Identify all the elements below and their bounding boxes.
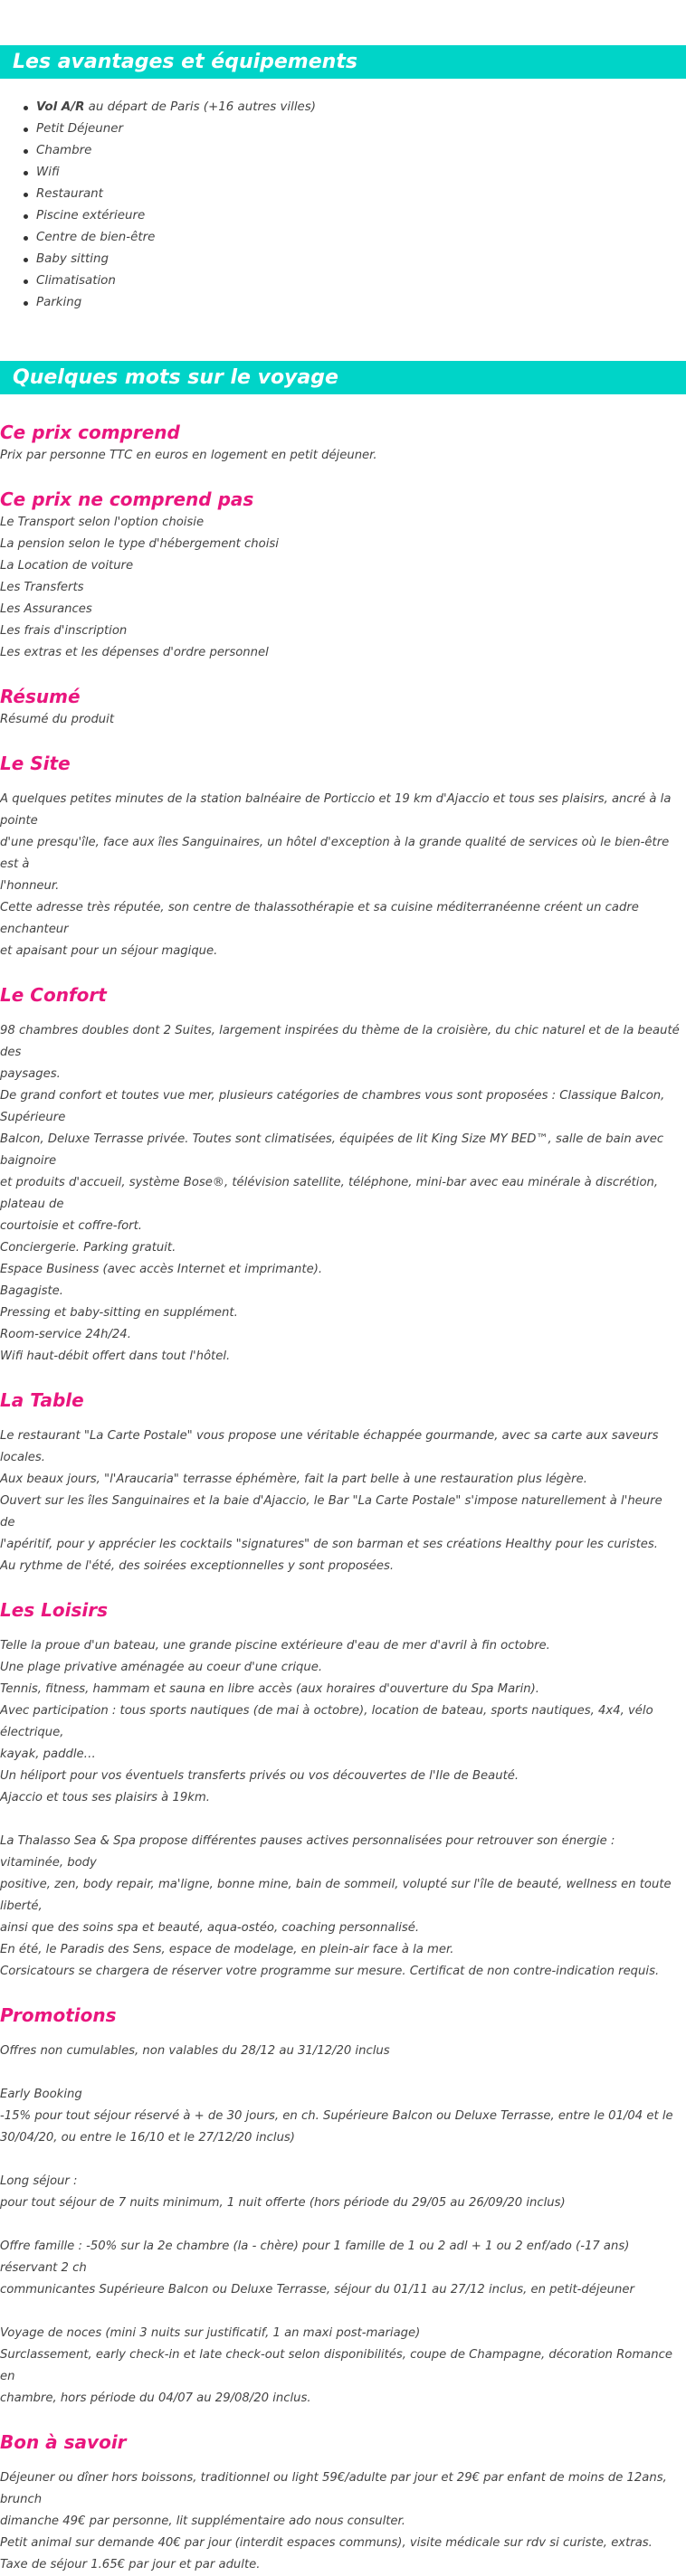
trip-sections	[0, 420, 686, 2576]
feature-flight-bold: Vol A/R	[36, 100, 85, 114]
price-includes-title: Ce prix comprend	[0, 421, 180, 443]
text-line: courtoisie et coffre-fort.	[0, 1219, 142, 1233]
text-line: chambre, hors période du 04/07 au 29/08/20 inclus.	[0, 2391, 311, 2405]
section-good-to-know	[0, 2429, 681, 2576]
section-leisure	[0, 1597, 681, 1983]
text-line	[0, 2214, 681, 2236]
text-line: Les frais d'inscription	[0, 624, 128, 638]
text-line: pour tout séjour de 7 nuits minimum, 1 nuit offerte (hors période du 29/05 au 26/09/20 inclus)	[0, 2196, 566, 2210]
text-line: Déjeuner ou dîner hors boissons, traditionnel ou light 59€/adulte par jour et 29€ par enfant de moins de 12ans, brunch	[0, 2471, 667, 2506]
text-line: Tennis, fitness, hammam et sauna en libre accès (aux horaires d'ouverture du Spa Marin).	[0, 1682, 539, 1696]
site-text	[0, 789, 681, 962]
text-line: Résumé du produit	[0, 713, 115, 726]
text-line: l'honneur.	[0, 879, 60, 893]
text-line: Les Transferts	[0, 581, 84, 594]
text-line: ainsi que des soins spa et beauté, aqua-ostéo, coaching personnalisé.	[0, 1921, 420, 1935]
section-promotions	[0, 2003, 681, 2410]
text-line: Balcon, Deluxe Terrasse privée. Toutes sont climatisées, équipées de lit King Size MY BED™, salle de bain avec baignoire	[0, 1132, 664, 1168]
text-line: La pension selon le type d'hébergement choisi	[0, 537, 279, 551]
promotions-title: Promotions	[0, 2004, 117, 2026]
feature-item-flight	[36, 97, 686, 118]
text-line: Une plage privative aménagée au coeur d'une crique.	[0, 1661, 323, 1674]
section-summary	[0, 684, 681, 731]
text-line: Aux beaux jours, "l'Araucaria" terrasse éphémère, fait la part belle à une restauration plus légère.	[0, 1473, 587, 1486]
feature-item: Petit Déjeuner	[36, 118, 686, 140]
feature-item: Piscine extérieure	[36, 205, 686, 227]
text-line: De grand confort et toutes vue mer, plusieurs catégories de chambres vous sont proposées : Classique Balcon, Supérieure	[0, 1089, 665, 1124]
text-line: En été, le Paradis des Sens, espace de modelage, en plein-air face à la mer.	[0, 1943, 454, 1956]
text-line: Conciergerie. Parking gratuit.	[0, 1241, 176, 1255]
price-excludes-text	[0, 512, 681, 664]
leisure-title: Les Loisirs	[0, 1599, 109, 1621]
price-excludes-title: Ce prix ne comprend pas	[0, 488, 254, 510]
text-line: Au rythme de l'été, des soirées exceptionnelles y sont proposées.	[0, 1559, 395, 1573]
table-text	[0, 1425, 681, 1577]
text-line: Avec participation : tous sports nautiques (de mai à octobre), location de bateau, sports nautiques, 4x4, vélo électrique,	[0, 1704, 653, 1739]
text-line: Telle la proue d'un bateau, une grande piscine extérieure d'eau de mer d'avril à fin octobre.	[0, 1639, 550, 1653]
text-line: Offres non cumulables, non valables du 28/12 au 31/12/20 inclus	[0, 2044, 390, 2058]
text-line: Un héliport pour vos éventuels transferts privés ou vos découvertes de l'Ile de Beauté.	[0, 1769, 519, 1783]
text-line: communicantes Supérieure Balcon ou Deluxe Terrasse, séjour du 01/11 au 27/12 inclus, en petit-déjeuner	[0, 2283, 634, 2297]
text-line: Pressing et baby-sitting en supplément.	[0, 1306, 238, 1320]
text-line	[0, 2149, 681, 2171]
feature-item: Climatisation	[36, 270, 686, 292]
leisure-text	[0, 1635, 681, 1983]
text-line: et apaisant pour un séjour magique.	[0, 944, 218, 958]
text-line: Room-service 24h/24.	[0, 1328, 131, 1341]
text-line: Offre famille : -50% sur la 2e chambre (la - chère) pour 1 famille de 1 ou 2 adl + 1 ou 2 enf/ado (-17 ans) réservant 2 ch	[0, 2240, 630, 2275]
text-line: Prix par personne TTC en euros en logement en petit déjeuner.	[0, 449, 377, 462]
feature-item: Restaurant	[36, 184, 686, 205]
text-line: Les Assurances	[0, 602, 92, 616]
text-line: Cette adresse très réputée, son centre de thalassothérapie et sa cuisine méditerranéenne créent un cadre enchanteur	[0, 901, 639, 936]
summary-text	[0, 709, 681, 731]
text-line: Surclassement, early check-in et late check-out selon disponibilités, coupe de Champagne, décoration Romance en	[0, 2348, 672, 2383]
section-table	[0, 1387, 681, 1577]
text-line: Ajaccio et tous ses plaisirs à 19km.	[0, 1791, 210, 1804]
text-line: paysages.	[0, 1067, 61, 1081]
comfort-text	[0, 1020, 681, 1368]
text-line: Long séjour :	[0, 2174, 78, 2188]
section-site	[0, 751, 681, 962]
text-line: Early Booking	[0, 2088, 82, 2101]
summary-title: Résumé	[0, 686, 81, 707]
text-line: l'apéritif, pour y apprécier les cocktails "signatures" de son barman et ses créations Healthy pour les curistes.	[0, 1538, 658, 1551]
comfort-title: Le Confort	[0, 984, 107, 1006]
text-line: Voyage de noces (mini 3 nuits sur justificatif, 1 an maxi post-mariage)	[0, 2326, 421, 2340]
text-line: Ouvert sur les îles Sanguinaires et la baie d'Ajaccio, le Bar "La Carte Postale" s'impose naturellement à l'heure de	[0, 1494, 662, 1530]
feature-item: Centre de bien-être	[36, 227, 686, 249]
feature-item: Chambre	[36, 140, 686, 162]
text-line: Les extras et les dépenses d'ordre personnel	[0, 646, 269, 659]
text-line: et produits d'accueil, système Bose®, télévision satellite, téléphone, mini-bar avec eau minérale à discrétion, plateau de	[0, 1176, 659, 1211]
text-line: Le restaurant "La Carte Postale" vous propose une véritable échappée gourmande, avec sa carte aux saveurs locales.	[0, 1429, 659, 1464]
text-line: Taxe de séjour 1.65€ par jour et par adulte.	[0, 2558, 261, 2571]
features-banner: Les avantages et équipements	[0, 45, 686, 79]
site-title: Le Site	[0, 753, 71, 774]
text-line: La Location de voiture	[0, 559, 134, 573]
good-to-know-title: Bon à savoir	[0, 2431, 127, 2453]
feature-item: Wifi	[36, 162, 686, 184]
trip-banner: Quelques mots sur le voyage	[0, 361, 686, 394]
text-line: Le Transport selon l'option choisie	[0, 516, 205, 529]
text-line	[0, 1809, 681, 1831]
text-line: A quelques petites minutes de la station balnéaire de Porticcio et 19 km d'Ajaccio et tous ses plaisirs, ancré à la pointe	[0, 792, 672, 828]
section-comfort	[0, 982, 681, 1368]
text-line: dimanche 49€ par personne, lit supplémentaire ado nous consulter.	[0, 2514, 405, 2528]
text-line	[0, 2301, 681, 2323]
text-line: positive, zen, body repair, ma'ligne, bonne mine, bain de sommeil, volupté sur l'île de beauté, wellness en toute liberté,	[0, 1878, 672, 1913]
feature-item: Parking	[36, 292, 686, 314]
section-price-includes	[0, 420, 681, 467]
text-line: Wifi haut-débit offert dans tout l'hôtel.	[0, 1350, 231, 1363]
text-line: Petit animal sur demande 40€ par jour (interdit espaces communs), visite médicale sur rdv si curiste, extras.	[0, 2536, 653, 2550]
text-line: Espace Business (avec accès Internet et imprimante).	[0, 1263, 323, 1276]
promotions-text	[0, 2041, 681, 2410]
text-line: kayak, paddle…	[0, 1747, 96, 1761]
text-line: d'une presqu'île, face aux îles Sanguinaires, un hôtel d'exception à la grande qualité de services où le bien-être est à	[0, 836, 670, 871]
features-list	[0, 97, 686, 314]
text-line: 98 chambres doubles dont 2 Suites, largement inspirées du thème de la croisière, du chic naturel et de la beauté des	[0, 1024, 680, 1059]
text-line: La Thalasso Sea & Spa propose différentes pauses actives personnalisées pour retrouver son énergie : vitaminée, body	[0, 1834, 615, 1870]
section-price-excludes	[0, 487, 681, 664]
text-line: 30/04/20, ou entre le 16/10 et le 27/12/20 inclus)	[0, 2131, 295, 2145]
text-line: Bagagiste.	[0, 1284, 63, 1298]
price-includes-text	[0, 445, 681, 467]
table-title: La Table	[0, 1389, 84, 1411]
feature-item: Baby sitting	[36, 249, 686, 270]
good-to-know-text	[0, 2467, 681, 2576]
feature-flight-rest: au départ de Paris (+16 autres villes)	[84, 100, 316, 114]
text-line	[0, 2062, 681, 2084]
text-line: -15% pour tout séjour réservé à + de 30 jours, en ch. Supérieure Balcon ou Deluxe Terrasse, entre le 01/04 et le	[0, 2109, 673, 2123]
text-line: Corsicatours se chargera de réserver votre programme sur mesure. Certificat de non contre-indication requis.	[0, 1965, 660, 1978]
